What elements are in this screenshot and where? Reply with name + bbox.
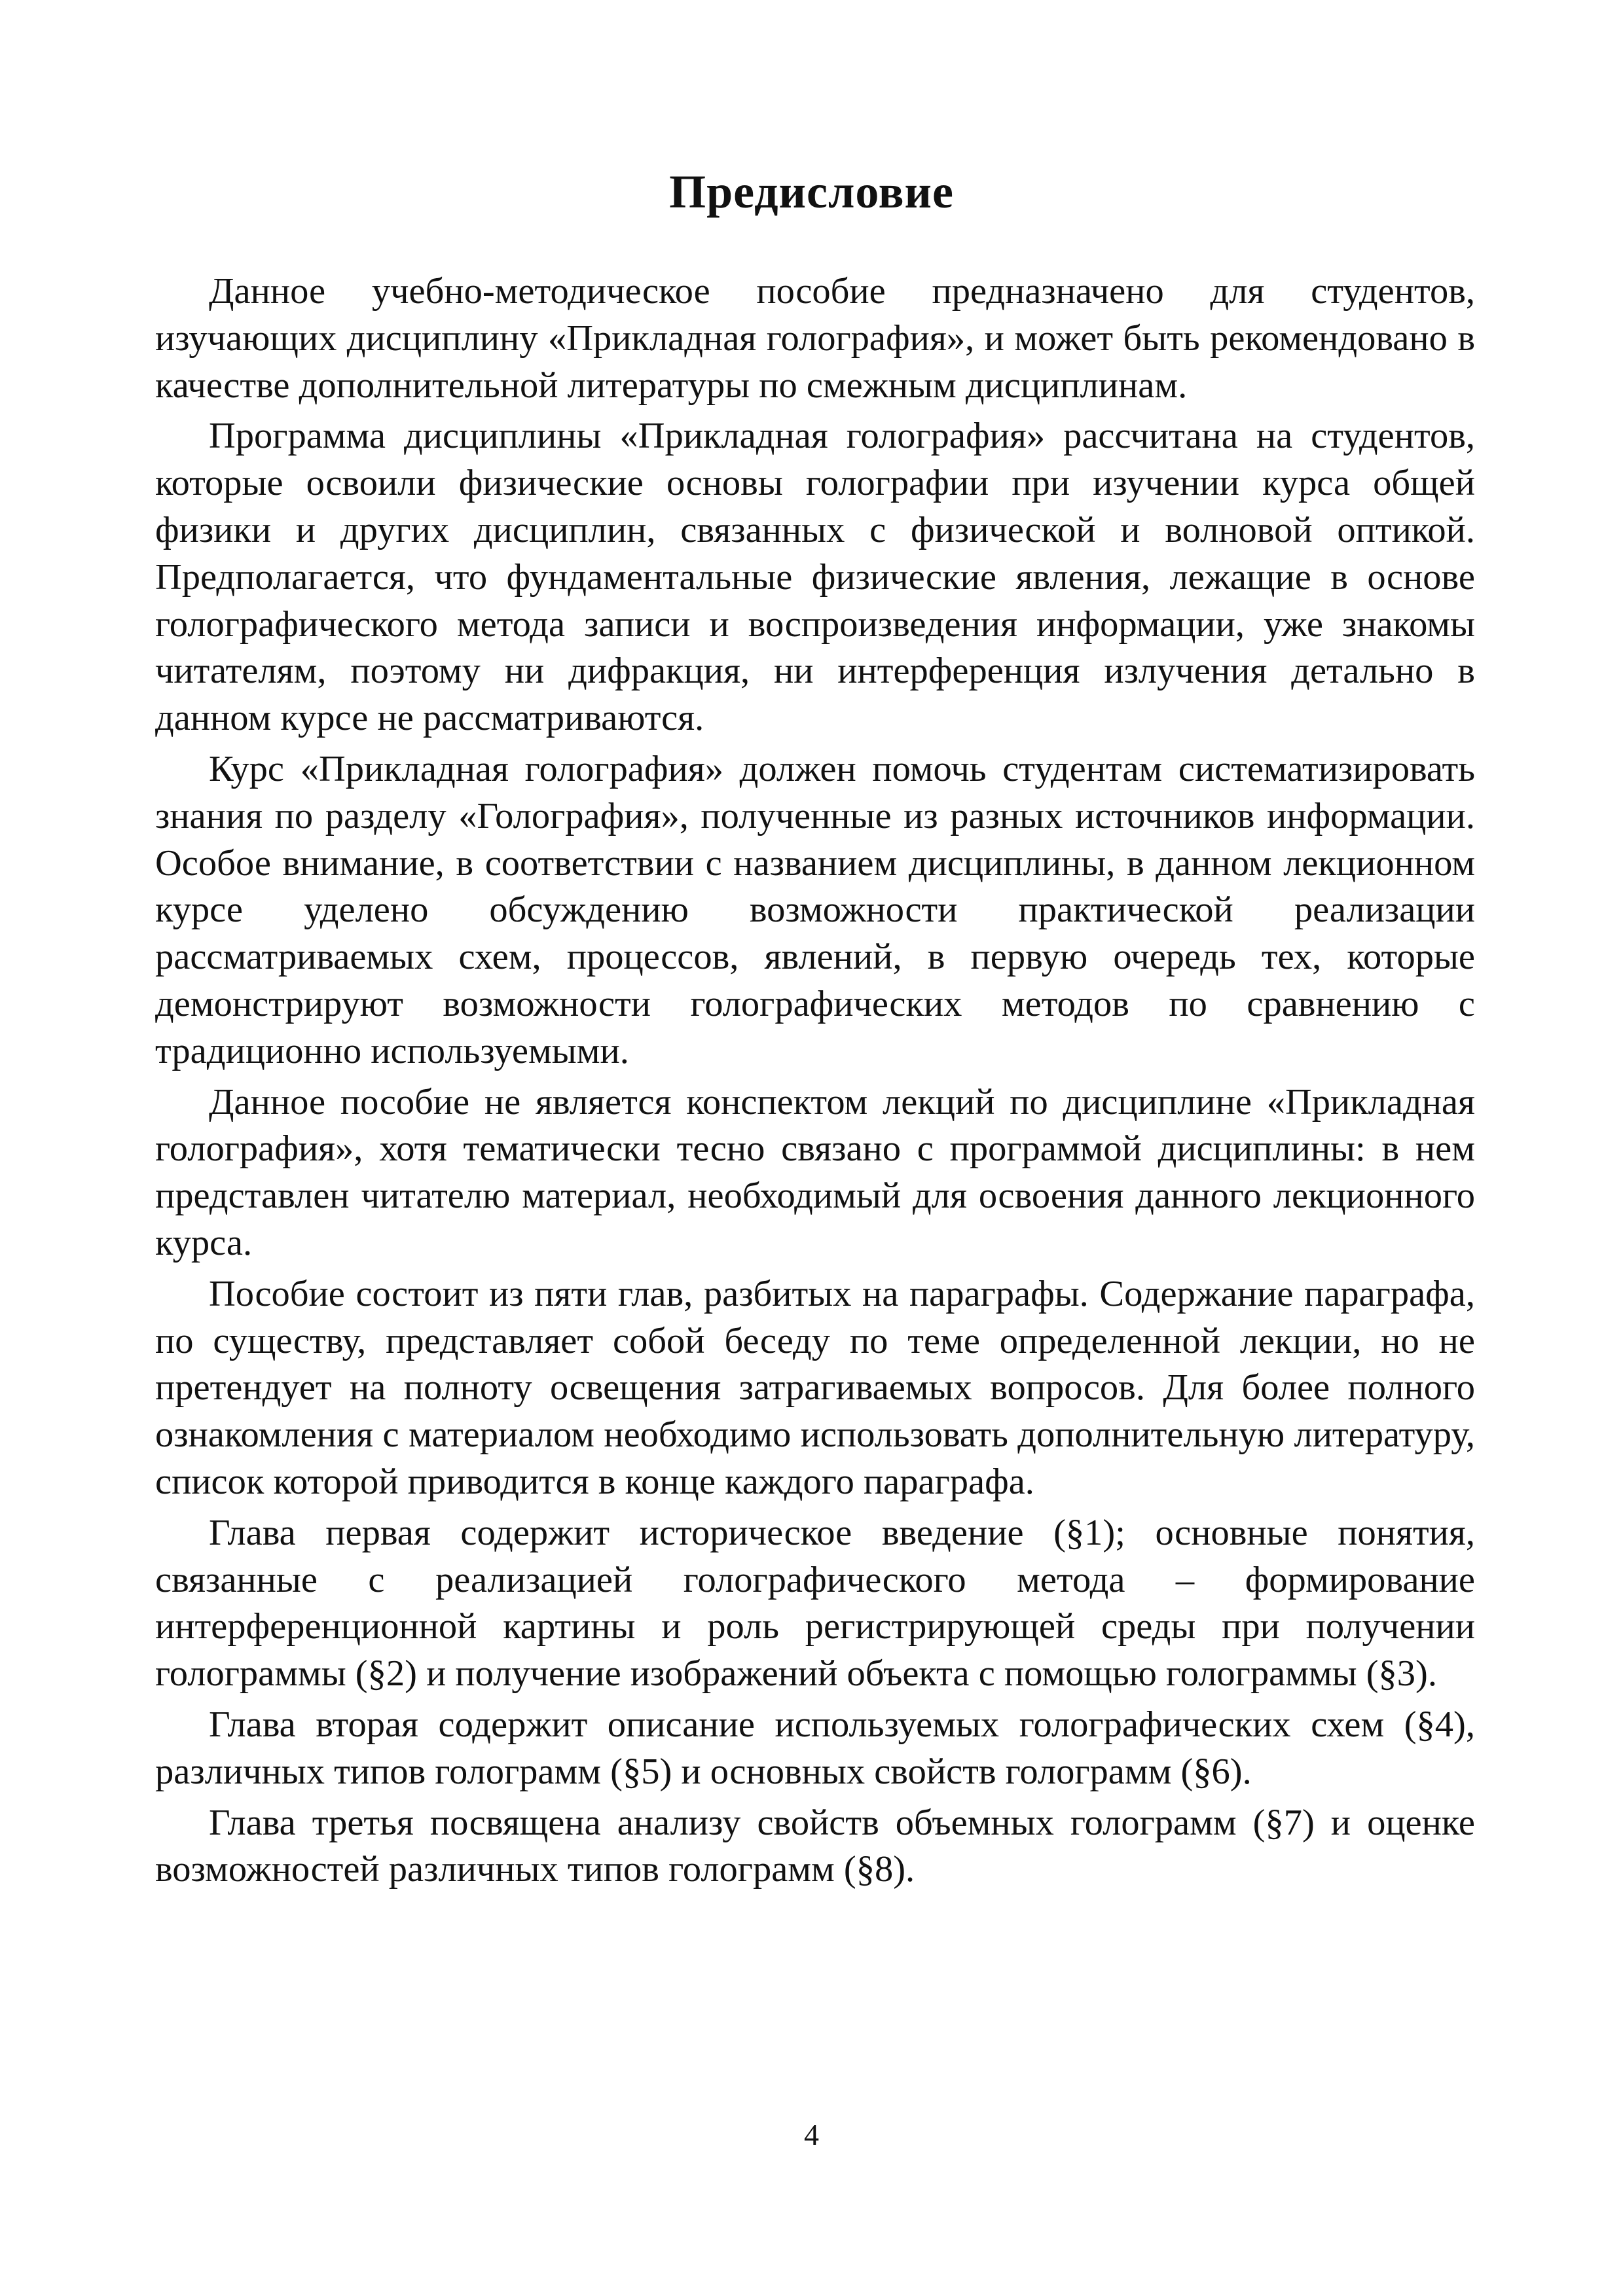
paragraph-6: Глава первая содержит историческое введение (§1); основные понятия, связанные с реализацией голографического метода – формирование интерференционной картины и роль регистрирующей среды при получении голограммы (§2) и получение изображений объекта с помощью голограммы (§3). xyxy=(155,1512,1475,1695)
page-title: Предисловие xyxy=(669,166,954,218)
paragraph-1: Данное учебно-методическое пособие предназначено для студентов, изучающих дисциплину «Прикладная голография», и может быть рекомендовано в качестве дополнительной литературы по смежным дисциплинам. xyxy=(155,271,1475,406)
paragraph-8: Глава третья посвящена анализу свойств объемных голограмм (§7) и оценке возможностей различных типов голограмм (§8). xyxy=(155,1802,1475,1890)
paragraph-4: Данное пособие не является конспектом лекций по дисциплине «Прикладная голография», хотя тематически тесно связано с программой дисциплины: в нем представлен читателю материал, необходимый для освоения данного лекционного курса. xyxy=(155,1081,1475,1263)
paragraph-3: Курс «Прикладная голография» должен помочь студентам систематизировать знания по разделу «Голография», полученные из разных источников информации. Особое внимание, в соответствии с названием дисциплины, в данном лекционном курсе уделено обсуждению возможности практической реализации рассматриваемых схем, процессов, явлений, в первую очередь тех, которые демонстрируют возможности голографических методов по сравнению с традиционно используемыми. xyxy=(155,748,1475,1071)
paragraph-7: Глава вторая содержит описание используемых голографических схем (§4), различных типов голограмм (§5) и основных свойств голограмм (§6). xyxy=(155,1704,1475,1792)
body-text xyxy=(155,268,1475,1893)
paragraph-5: Пособие состоит из пяти глав, разбитых на параграфы. Содержание параграфа, по существу, представляет собой беседу по теме определенной лекции, но не претендует на полноту освещения затрагиваемых вопросов. Для более полного ознакомления с материалом необходимо использовать дополнительную литературу, список которой приводится в конце каждого параграфа. xyxy=(155,1273,1475,1502)
paragraph-2: Программа дисциплины «Прикладная голография» рассчитана на студентов, которые освоили физические основы голографии при изучении курса общей физики и других дисциплин, связанных с физической и волновой оптикой. Предполагается, что фундаментальные физические явления, лежащие в основе голографического метода записи и воспроизведения информации, уже знакомы читателям, поэтому ни дифракция, ни интерференция излучения детально в данном курсе не рассматриваются. xyxy=(155,416,1475,739)
page-number: 4 xyxy=(804,2118,819,2151)
